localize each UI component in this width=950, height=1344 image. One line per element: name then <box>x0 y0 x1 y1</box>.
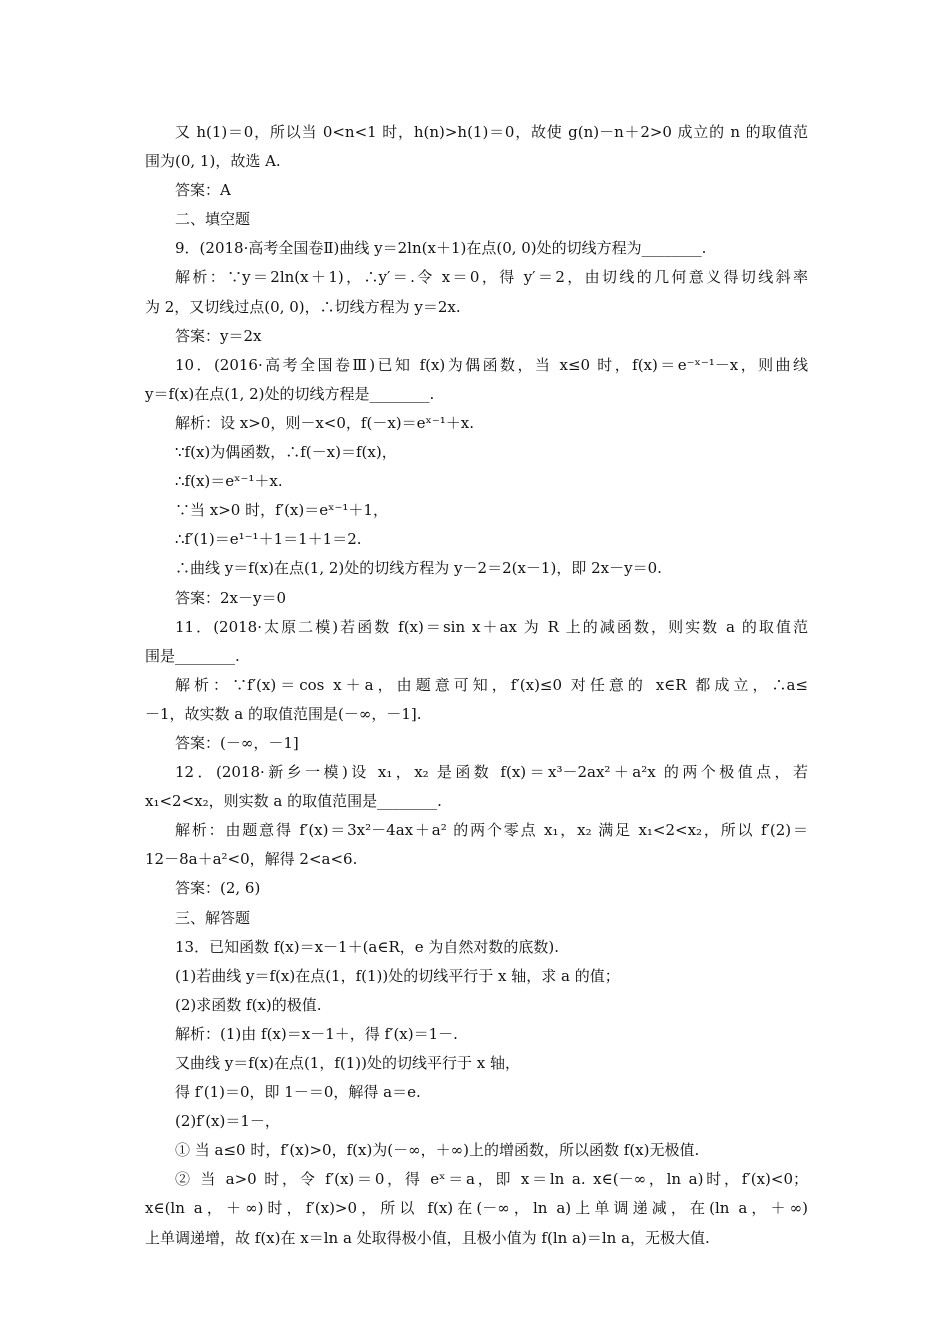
text-line: ② 当 a>0 时，令 f′(x)＝0，得 eˣ＝a，即 x＝ln a. x∈(－∞，ln a)时，f′(x)<0； <box>175 1170 808 1189</box>
text-line: 12．(2018·新乡一模)设 x₁，x₂ 是函数 f(x)＝x³－2ax²＋a²x 的两个极值点，若 <box>175 763 808 782</box>
text-line: 解析：∵y＝2ln(x＋1)，∴y′＝.令 x＝0，得 y′＝2，由切线的几何意义得切线斜率 <box>175 268 808 287</box>
text-line: 10．(2016·高考全国卷Ⅲ)已知 f(x)为偶函数，当 x≤0 时，f(x)＝e⁻ˣ⁻¹－x，则曲线 <box>175 355 808 374</box>
text-line: 三、解答题 <box>175 908 251 927</box>
text-line: 解析：由题意得 f′(x)＝3x²－4ax＋a² 的两个零点 x₁，x₂ 满足 x₁<2<x₂，所以 f′(2)＝ <box>175 821 808 840</box>
text-line: ∵f(x)为偶函数，∴f(－x)＝f(x)， <box>175 443 397 462</box>
text-line: ∴f′(1)＝e¹⁻¹＋1＝1＋1＝2. <box>175 530 362 549</box>
text-line: (1)若曲线 y＝f(x)在点(1，f(1))处的切线平行于 x 轴，求 a 的值； <box>175 966 620 985</box>
text-line: 答案：(2, 6) <box>175 879 261 898</box>
text-line: 答案：2x－y＝0 <box>175 588 287 607</box>
text-line: 二、填空题 <box>175 210 251 229</box>
text-line: 答案：y＝2x <box>175 326 262 345</box>
text-line: y＝f(x)在点(1, 2)处的切线方程是________. <box>145 384 435 403</box>
text-line: (2)求函数 f(x)的极值. <box>175 995 322 1014</box>
text-line: 答案：(－∞，－1] <box>175 733 299 752</box>
text-line: ∴曲线 y＝f(x)在点(1, 2)处的切线方程为 y－2＝2(x－1)，即 2x－y＝0. <box>175 559 662 578</box>
text-line: ∵当 x>0 时，f′(x)＝eˣ⁻¹＋1， <box>175 501 388 520</box>
text-line: 解析：(1)由 f(x)＝x－1＋，得 f′(x)＝1－. <box>175 1024 458 1043</box>
solution-text-body <box>145 118 808 1253</box>
text-line: 9．(2018·高考全国卷Ⅱ)曲线 y＝2ln(x＋1)在点(0, 0)处的切线方程为________. <box>175 239 707 258</box>
text-line: 为 2，又切线过点(0, 0)，∴切线方程为 y＝2x. <box>145 297 461 316</box>
text-line: ∴f(x)＝eˣ⁻¹＋x. <box>175 472 283 491</box>
text-line: 解析：∵f′(x)＝cos x＋a，由题意可知，f′(x)≤0 对任意的 x∈R 都成立，∴a≤ <box>175 675 808 694</box>
text-line: 围为(0, 1)，故选 A. <box>145 152 281 171</box>
text-line: 得 f′(1)＝0，即 1－＝0，解得 a＝e. <box>175 1083 421 1102</box>
text-line: x∈(ln a，＋∞)时，f′(x)>0，所以 f(x)在(－∞，ln a)上单调递减，在(ln a，＋∞) <box>145 1199 808 1218</box>
text-line: 又曲线 y＝f(x)在点(1，f(1))处的切线平行于 x 轴， <box>175 1054 521 1072</box>
text-line: 12－8a＋a²<0，解得 2<a<6. <box>145 850 358 869</box>
text-line: 答案：A <box>175 181 231 200</box>
text-line: 解析：设 x>0，则－x<0，f(－x)＝eˣ⁻¹＋x. <box>175 413 475 432</box>
text-line: (2)f′(x)＝1－， <box>175 1112 280 1131</box>
text-line: 又 h(1)＝0，所以当 0<n<1 时，h(n)>h(1)＝0，故使 g(n)－n＋2>0 成立的 n 的取值范 <box>175 123 808 141</box>
text-line: 13．已知函数 f(x)＝x－1＋(a∈R，e 为自然对数的底数). <box>175 937 560 956</box>
text-line: 围是________. <box>145 646 240 665</box>
text-line: 11．(2018·太原二模)若函数 f(x)＝sin x＋ax 为 R 上的减函数，则实数 a 的取值范 <box>175 617 808 636</box>
text-line: －1，故实数 a 的取值范围是(－∞，－1]. <box>145 704 422 723</box>
text-line: ① 当 a≤0 时，f′(x)>0，f(x)为(－∞，＋∞)上的增函数，所以函数 f(x)无极值. <box>175 1141 700 1160</box>
text-line: 上单调递增，故 f(x)在 x＝ln a 处取得极小值，且极小值为 f(ln a)＝ln a，无极大值. <box>145 1228 710 1247</box>
text-line: x₁<2<x₂，则实数 a 的取值范围是________. <box>145 792 442 811</box>
